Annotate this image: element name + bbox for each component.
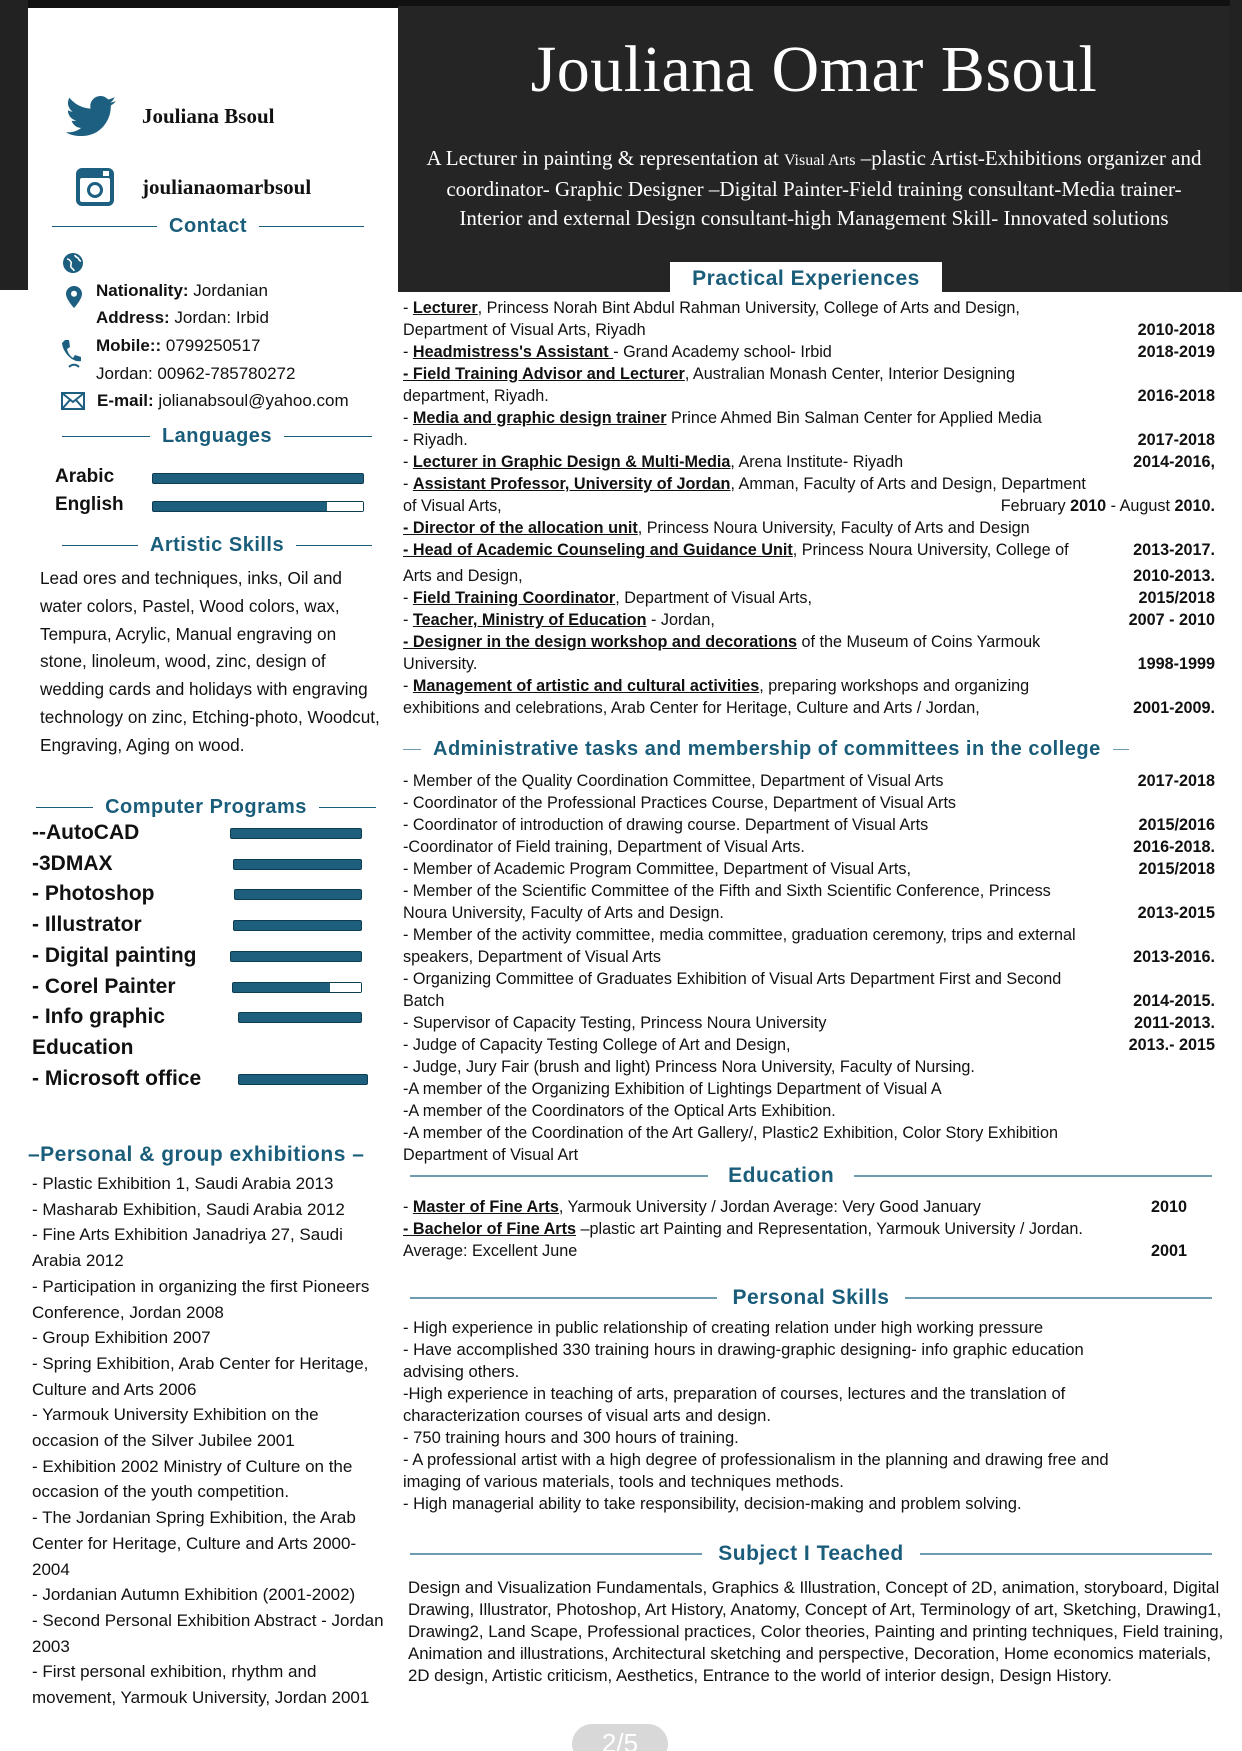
experience-years: 1998-1999 <box>1137 655 1215 673</box>
admin-item <box>403 1122 1215 1144</box>
admin-text: Department of Visual Art <box>403 1146 579 1164</box>
experience-detail: exhibitions and celebrations, Arab Center for Heritage, Culture and Arts / Jordan, <box>403 699 980 717</box>
twitter-handle: Jouliana Bsoul <box>142 103 275 128</box>
admin-years: 2014-2015. <box>1133 992 1215 1010</box>
mail-icon <box>61 392 85 410</box>
education-bachelor: - Bachelor of Fine Arts –plastic art Painting and Representation, Yarmouk University / Jordan. <box>403 1220 1083 1238</box>
admin-text: - Member of the Scientific Committee of the Fifth and Sixth Scientific Conference, Princess <box>403 882 1051 900</box>
program-level-bar <box>232 982 362 993</box>
admin-years: 2013-2015 <box>1137 904 1215 922</box>
experience-item: - Field Training Coordinator, Department of Visual Arts, 2015/2018 <box>403 589 1215 607</box>
years-start: 2010 <box>1070 497 1107 515</box>
experience-item: - Lecturer, Princess Norah Bint Abdul Rahman University, College of Arts and Design, <box>403 299 1020 317</box>
twitter-icon <box>66 96 118 136</box>
admin-years: 2011-2013. <box>1133 1014 1215 1032</box>
admin-item <box>403 968 1215 990</box>
experience-years: 2016-2018 <box>1137 387 1215 405</box>
admin-years: 2016-2018. <box>1133 838 1215 856</box>
experience-item: - Headmistress's Assistant - Grand Academy school- Irbid 2018-2019 <box>403 343 1215 361</box>
program-level-bar <box>233 859 362 870</box>
tagline-part-b: –plastic Artist-Exhibitions organizer and coordinator- Graphic Designer –Digital Painter-Field training consultant-Media trainer-Interior and external Design consultant-high Management Skill- Innovated solutions <box>446 146 1202 230</box>
exhibition-item: - Masharab Exhibition, Saudi Arabia 2012 <box>32 1199 345 1219</box>
experience-detail: department, Riyadh. <box>403 387 549 405</box>
experience-title: Management of artistic and cultural activities <box>412 677 760 695</box>
experience-item: - Management of artistic and cultural activities, preparing workshops and organizing <box>403 677 1030 695</box>
experience-title: - Field Training Advisor and Lecturer <box>403 365 685 383</box>
personal-skill-line: - High experience in public relationship of creating relation under high working pressure <box>403 1318 1044 1337</box>
exhibition-item: - Second Personal Exhibition Abstract - Jordan 2003 <box>32 1610 384 1656</box>
experience-years: 2001-2009. <box>1133 699 1215 717</box>
admin-item <box>403 924 1215 946</box>
admin-text: - Coordinator of introduction of drawing course. Department of Visual Arts <box>403 816 929 834</box>
experience-line2 <box>403 697 1215 719</box>
exhibitions-heading: –Personal & group exhibitions – <box>28 1143 365 1166</box>
address: Address: Jordan: Irbid <box>96 308 269 327</box>
experience-detail: , Princess Noura University, College of <box>792 541 1069 559</box>
admin-text: speakers, Department of Visual Arts <box>403 948 661 966</box>
exhibition-item: - First personal exhibition, rhythm and movement, Yarmouk University, Jordan 2001 <box>32 1662 370 1708</box>
program-name: - Microsoft office <box>32 1066 202 1090</box>
twitter-row <box>66 96 274 136</box>
personal-skill-line: - High managerial ability to take responsibility, decision-making and problem solving. <box>403 1494 1022 1513</box>
experience-detail: Arts and Design, <box>403 567 523 585</box>
phone-number: Jordan: 00962-785780272 <box>96 364 296 383</box>
experience-line2 <box>403 429 1215 451</box>
admin-text: - Judge of Capacity Testing College of Art and Design, <box>403 1036 791 1054</box>
experience-item: - Teacher, Ministry of Education - Jordan, 2007 - 2010 <box>403 611 1215 629</box>
experience-line2 <box>403 565 1215 587</box>
language-name: English <box>55 494 124 515</box>
nationality: Nationality: Jordanian <box>96 281 268 300</box>
admin-text: Noura University, Faculty of Arts and Design. <box>403 904 724 922</box>
artistic-skills-heading: Artistic Skills <box>62 534 372 557</box>
exhibitions-list <box>32 1171 384 1711</box>
exhibition-item: - Spring Exhibition, Arab Center for Heritage, Culture and Arts 2006 <box>32 1353 369 1399</box>
contact-heading: Contact <box>52 215 364 238</box>
admin-text: - Organizing Committee of Graduates Exhibition of Visual Arts Department First and Second <box>403 970 1062 988</box>
experience-item: - Lecturer in Graphic Design & Multi-Media, Arena Institute- Riyadh 2014-2016, <box>403 453 1215 471</box>
experience-detail: , Amman, Faculty of Arts and Design, Department <box>730 475 1086 493</box>
phone-icon <box>60 338 84 372</box>
exhibition-item: - Participation in organizing the first Pioneers Conference, Jordan 2008 <box>32 1276 370 1322</box>
admin-text: -Coordinator of Field training, Department of Visual Arts. <box>403 838 805 856</box>
experience-years: 2014-2016, <box>1133 453 1215 471</box>
experience-detail: , Department of Visual Arts, <box>615 589 812 607</box>
experience-detail: Prince Ahmed Bin Salman Center for Applied Media <box>666 409 1042 427</box>
admin-years: 2013.- 2015 <box>1128 1036 1215 1054</box>
years-end: 2010. <box>1174 497 1215 515</box>
experience-detail: , preparing workshops and organizing <box>759 677 1030 695</box>
experience-detail: of Visual Arts, <box>403 497 502 515</box>
experience-title: Assistant Professor, University of Jordan <box>412 475 731 493</box>
admin-text: - Member of Academic Program Committee, Department of Visual Arts, <box>403 860 911 878</box>
admin-line2 <box>403 990 1215 1012</box>
admin-item <box>403 814 1215 836</box>
subject-heading: Subject I Teached <box>410 1542 1212 1566</box>
admin-line2 <box>403 946 1215 968</box>
experience-years: 2017-2018 <box>1137 431 1215 449</box>
personal-skills-heading: Personal Skills <box>410 1286 1212 1310</box>
admin-item <box>403 770 1215 792</box>
personal-skill-line: - Have accomplished 330 training hours in drawing-graphic designing- info graphic education <box>403 1340 1084 1359</box>
header-banner <box>398 6 1230 292</box>
personal-skill-line: advising others. <box>403 1362 520 1381</box>
admin-line2 <box>403 902 1215 924</box>
education-master: - Master of Fine Arts, Yarmouk University / Jordan Average: Very Good January 2010 <box>403 1198 1187 1216</box>
admin-line2 <box>403 1144 1215 1166</box>
language-level-bar <box>152 501 364 512</box>
experience-detail: of the Museum of Coins Yarmouk <box>796 633 1041 651</box>
experience-years: 2010-2013. <box>1133 567 1215 585</box>
experience-item <box>403 539 1215 561</box>
experience-title: - Head of Academic Counseling and Guidance Unit <box>403 541 793 559</box>
program-name: - Illustrator <box>32 913 142 937</box>
admin-text: -A member of the Organizing Exhibition of Lightings Department of Visual A <box>403 1080 942 1098</box>
personal-skills-list <box>403 1317 1215 1515</box>
personal-skill-line: -High experience in teaching of arts, preparation of courses, lectures and the translation of <box>403 1384 1066 1403</box>
admin-text: - Judge, Jury Fair (brush and light) Princess Nora University, Faculty of Nursing. <box>403 1058 975 1076</box>
globe-icon <box>62 252 84 274</box>
practical-experiences-list <box>403 297 1215 719</box>
personal-skill-line: - A professional artist with a high degree of professionalism in the planning and drawing free and <box>403 1450 1109 1469</box>
tagline-part-a: A Lecturer in painting & representation at <box>426 146 784 170</box>
exhibition-item: - Jordanian Autumn Exhibition (2001-2002) <box>32 1585 356 1605</box>
experience-line2 <box>403 653 1215 675</box>
exhibition-item: - The Jordanian Spring Exhibition, the Arab Center for Heritage, Culture and Arts 2000-2004 <box>32 1508 357 1579</box>
education-list <box>403 1196 1215 1262</box>
program-level-bar <box>234 889 362 900</box>
program-level-bar <box>230 951 362 962</box>
admin-text: -A member of the Coordination of the Art Gallery/, Plastic2 Exhibition, Color Story Exhibition <box>403 1124 1058 1142</box>
experience-title: - Director of the allocation unit <box>403 519 638 537</box>
experience-detail: , Australian Monash Center, Interior Designing <box>684 365 1016 383</box>
language-level-empty <box>327 502 363 511</box>
admin-item <box>403 858 1215 880</box>
program-name: Education <box>32 1035 134 1059</box>
exhibition-item: - Fine Arts Exhibition Janadriya 27, Saudi Arabia 2012 <box>32 1225 343 1271</box>
computer-programs-heading: Computer Programs <box>36 796 376 819</box>
admin-text: - Member of the activity committee, media committee, graduation ceremony, trips and external <box>403 926 1076 944</box>
program-level-empty <box>330 983 361 992</box>
language-level-bar <box>152 473 364 484</box>
admin-years: 2015/2018 <box>1138 860 1215 878</box>
admin-item <box>403 1034 1215 1056</box>
experience-years: February 2010 - August 2010. <box>1000 497 1215 515</box>
personal-skill-line: - 750 training hours and 300 hours of training. <box>403 1428 739 1447</box>
program-level-bar <box>238 1074 368 1085</box>
instagram-row <box>74 166 311 208</box>
experience-detail: , Arena Institute- Riyadh <box>730 453 904 471</box>
experience-detail: , Princess Norah Bint Abdul Rahman University, College of Arts and Design, <box>477 299 1020 317</box>
artistic-skills-text: Lead ores and techniques, inks, Oil and water colors, Pastel, Wood colors, wax, Tempura, Acrylic, Manual engraving on stone, linoleum, wood, zinc, design of wedding cards and holidays with engraving technology on zinc, Etching-photo, Woodcut, Engraving, Aging on wood. <box>40 568 380 755</box>
experience-line2 <box>403 495 1215 517</box>
experience-title: - Designer in the design workshop and decorations <box>403 633 797 651</box>
admin-item <box>403 1078 1215 1100</box>
experience-detail: , Princess Noura University, Faculty of Arts and Design <box>637 519 1030 537</box>
exhibition-item: - Yarmouk University Exhibition on the occasion of the Silver Jubilee 2001 <box>32 1405 319 1451</box>
administrative-heading: Administrative tasks and membership of committees in the college <box>403 738 1213 761</box>
experience-title: Lecturer in Graphic Design & Multi-Media <box>412 453 731 471</box>
person-name: Jouliana Omar Bsoul <box>530 33 1098 106</box>
admin-text: - Member of the Quality Coordination Committee, Department of Visual Arts <box>403 772 944 790</box>
exhibition-item: - Group Exhibition 2007 <box>32 1328 211 1348</box>
experience-title: Teacher, Ministry of Education <box>412 611 647 629</box>
program-name: --AutoCAD <box>32 821 140 844</box>
experience-years: 2018-2019 <box>1137 343 1215 361</box>
admin-item <box>403 836 1215 858</box>
personal-skill-line: characterization courses of visual arts and design. <box>403 1406 772 1425</box>
instagram-icon <box>74 166 116 208</box>
education-heading: Education <box>410 1164 1212 1188</box>
practical-experiences-heading: Practical Experiences <box>670 262 942 294</box>
page-indicator[interactable]: 2/5 <box>572 1724 668 1751</box>
admin-years: 2017-2018 <box>1137 772 1215 790</box>
languages-heading: Languages <box>62 425 372 448</box>
program-name: - Photoshop <box>32 882 155 906</box>
program-name: -3DMAX <box>32 851 113 875</box>
experience-detail: - Grand Academy school- Irbid <box>613 343 832 361</box>
admin-item <box>403 1100 1215 1122</box>
administrative-list <box>403 770 1215 1166</box>
tagline <box>422 144 1206 233</box>
experience-detail: - Jordan, <box>646 611 715 629</box>
left-dark-band <box>0 0 28 290</box>
language-name: Arabic <box>55 466 115 487</box>
subject-text: Design and Visualization Fundamentals, Graphics & Illustration, Concept of 2D, animation, storyboard, Digital Drawing, Illustrator, Photoshop, Art History, Anatomy, Concept of Art, Terminology of art, Sketching, Drawing1, Drawing2, Land Scape, Professional practices, Color theories, Painting and printing techniques, Field training, Animation and illustrations, Architectural sketching and perspective, Decoration, Home economics materials, 2D design, Artistic criticism, Aesthetics, Entrance to the world of interior design, Design History. <box>408 1578 1224 1685</box>
program-level-bar <box>230 828 362 839</box>
program-level-bar <box>233 920 362 931</box>
experience-title: Media and graphic design trainer <box>412 409 667 427</box>
experience-title: Lecturer <box>412 299 478 317</box>
program-name: - Corel Painter <box>32 974 176 998</box>
program-name: - Digital painting <box>32 943 197 967</box>
admin-text: - Supervisor of Capacity Testing, Princess Noura University <box>403 1014 827 1032</box>
admin-text: - Coordinator of the Professional Practices Course, Department of Visual Arts <box>403 794 957 812</box>
experience-years: 2010-2018 <box>1137 321 1215 339</box>
experience-item <box>403 517 1215 539</box>
personal-skill-line: imaging of various materials, tools and techniques methods. <box>403 1472 844 1491</box>
admin-item <box>403 1012 1215 1034</box>
experience-detail: - Riyadh. <box>403 431 468 449</box>
experience-detail: Department of Visual Arts, Riyadh <box>403 321 646 339</box>
right-dark-band <box>1230 0 1242 292</box>
experience-item <box>403 363 1215 385</box>
admin-item <box>403 792 1215 814</box>
exhibition-item: - Exhibition 2002 Ministry of Culture on the occasion of the youth competition. <box>32 1456 353 1502</box>
experience-detail: University. <box>403 655 478 673</box>
mobile: Mobile:: 0799250517 <box>96 336 261 355</box>
experience-title: Field Training Coordinator <box>412 589 616 607</box>
program-name: - Info graphic <box>32 1005 165 1029</box>
exhibition-item: - Plastic Exhibition 1, Saudi Arabia 2013 <box>32 1174 334 1193</box>
admin-text: -A member of the Coordinators of the Optical Arts Exhibition. <box>403 1102 836 1120</box>
experience-title: Headmistress's Assistant <box>412 343 614 361</box>
education-bachelor-line2: Average: Excellent June 2001 <box>403 1242 1187 1260</box>
admin-item <box>403 1056 1215 1078</box>
experience-years: 2015/2018 <box>1138 589 1215 607</box>
experience-item: - Media and graphic design trainer Prince Ahmed Bin Salman Center for Applied Media <box>403 409 1042 427</box>
admin-item <box>403 880 1215 902</box>
tagline-small: Visual Arts <box>783 152 856 169</box>
experience-item: - Assistant Professor, University of Jordan, Amman, Faculty of Arts and Design, Department <box>403 475 1086 493</box>
program-level-bar <box>238 1012 362 1023</box>
experience-years: 2007 - 2010 <box>1128 611 1215 629</box>
admin-years: 2015/2016 <box>1138 816 1215 834</box>
experience-line2 <box>403 385 1215 407</box>
experience-item <box>403 631 1215 653</box>
admin-years: 2013-2016. <box>1133 948 1215 966</box>
instagram-handle: joulianaomarbsoul <box>142 174 312 199</box>
email[interactable]: E-mail: jolianabsoul@yahoo.com <box>97 391 349 410</box>
experience-years: 2013-2017. <box>1133 541 1215 559</box>
admin-text: Batch <box>403 992 445 1010</box>
location-pin-icon <box>66 286 82 308</box>
experience-line2 <box>403 319 1215 341</box>
